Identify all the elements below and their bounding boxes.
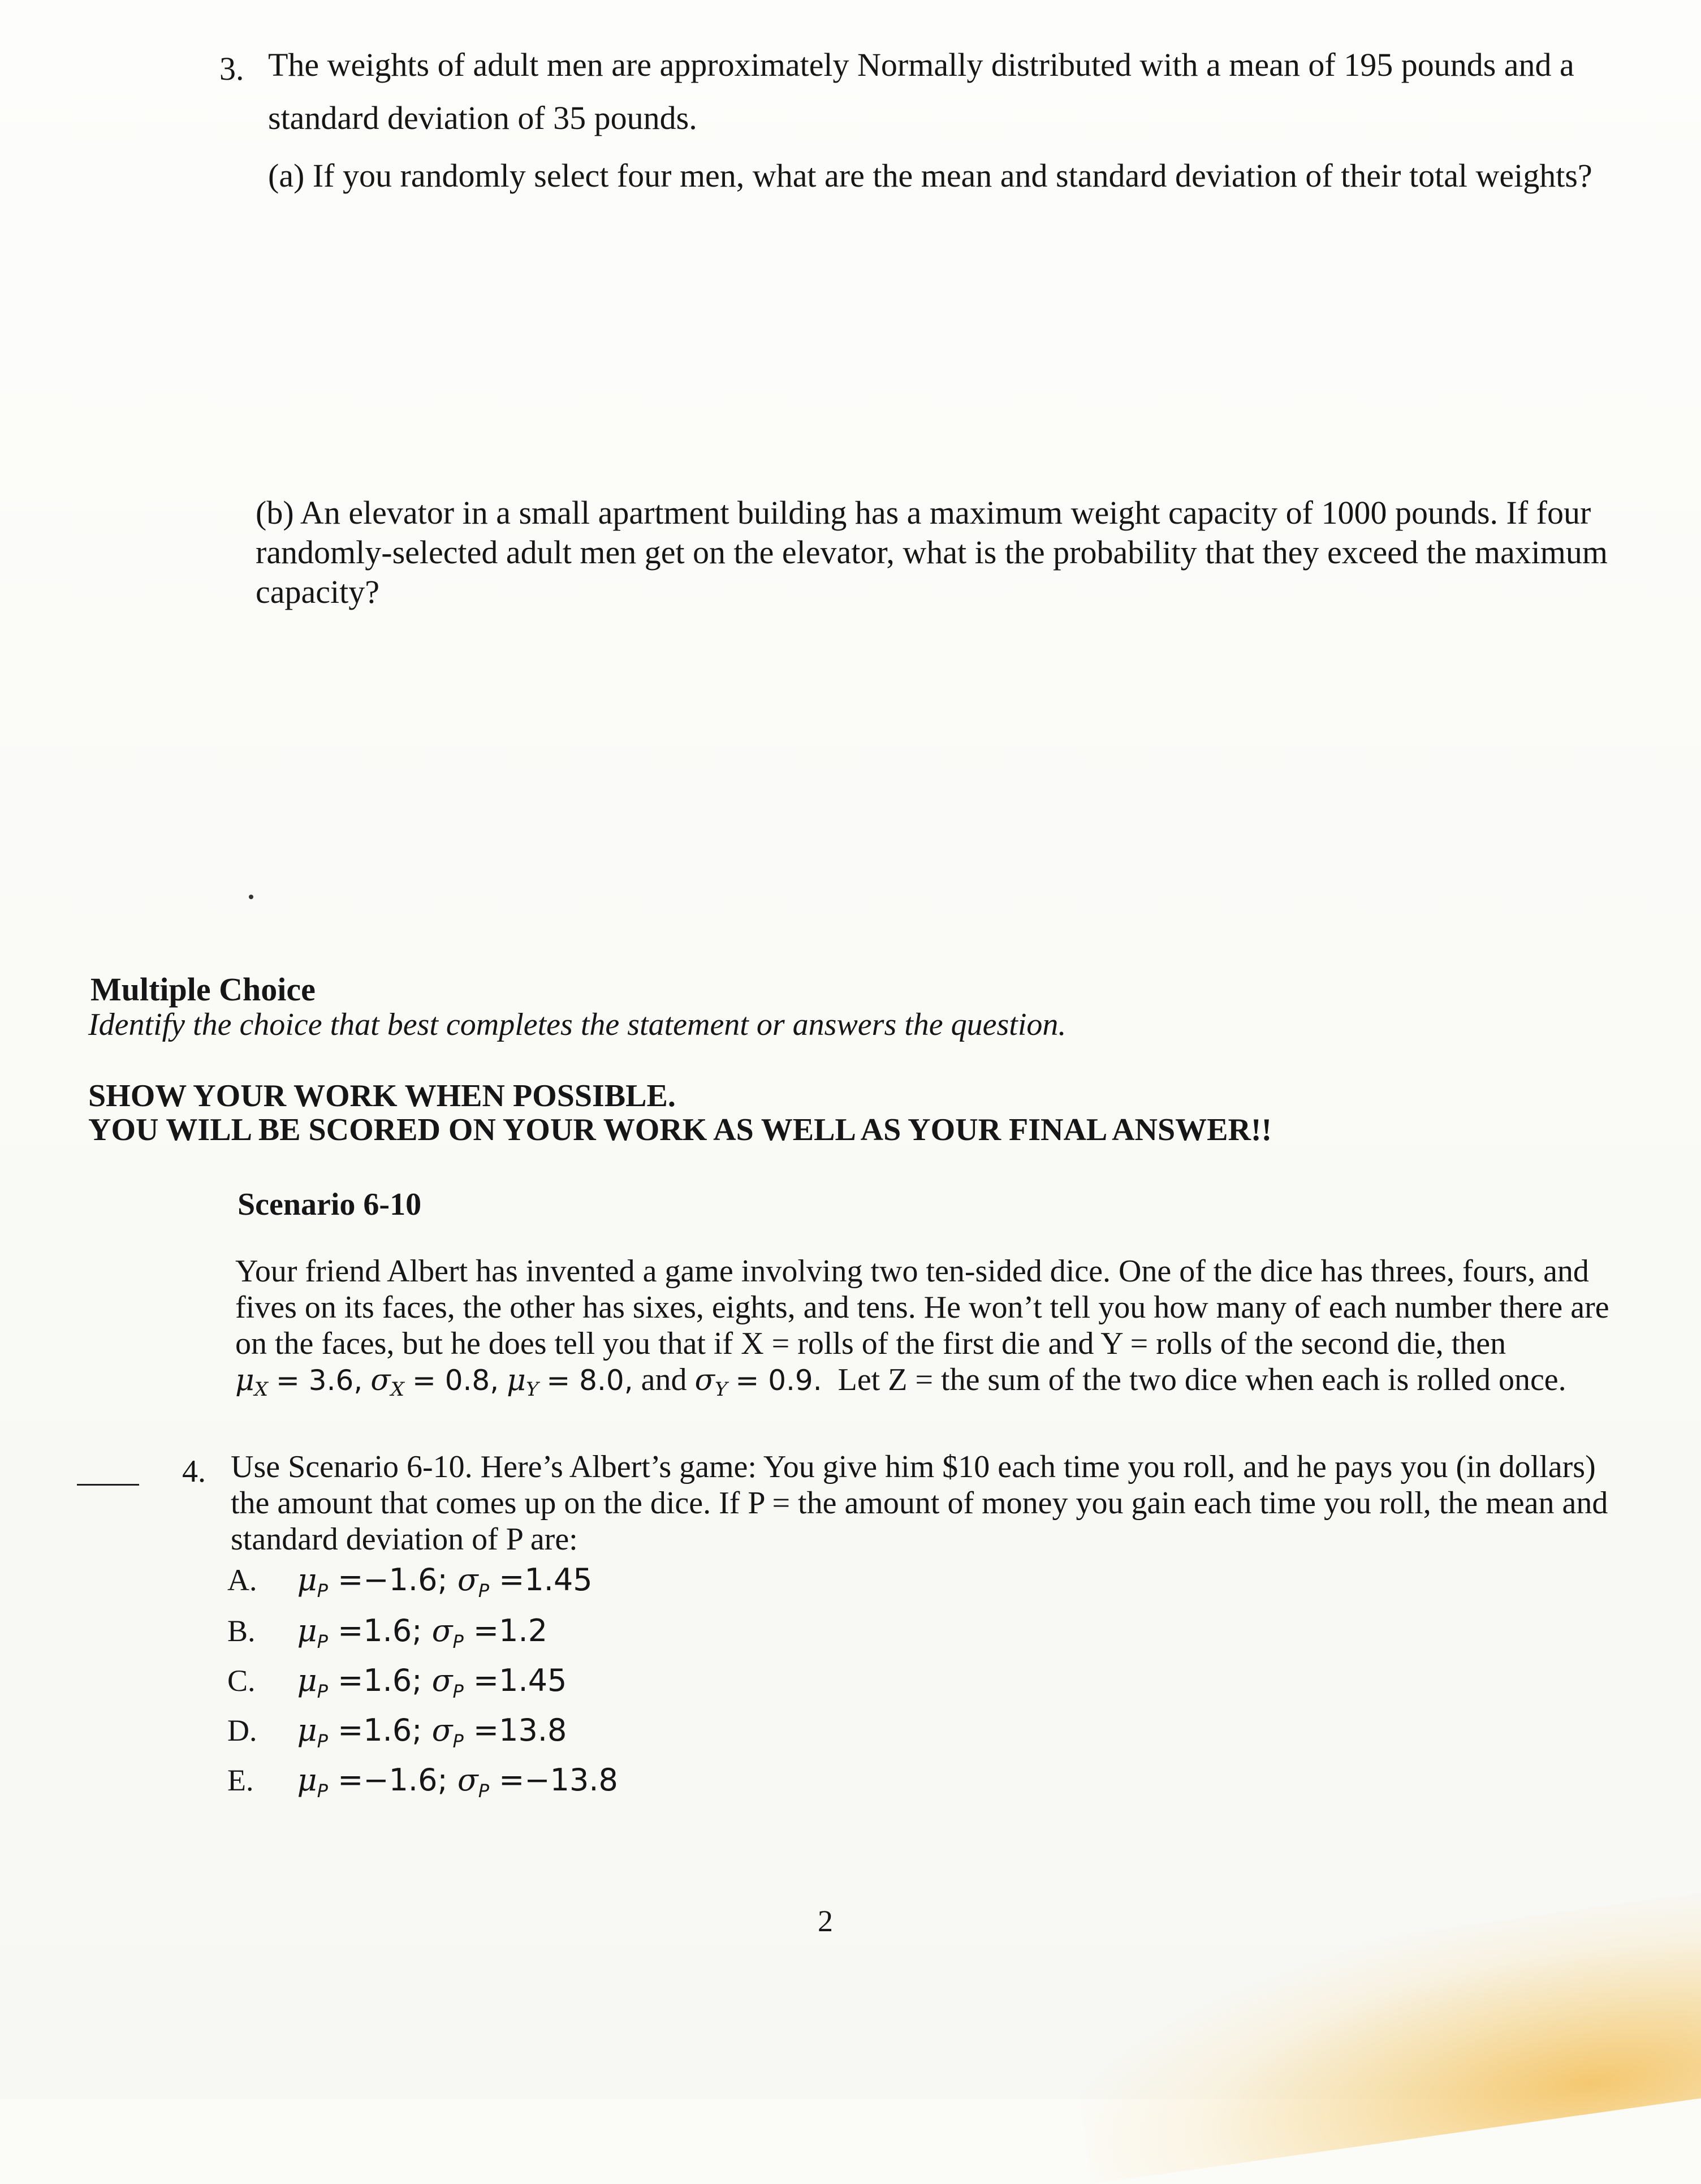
- scenario-tail: Let Z = the sum of the two dice when each is rolled once.: [837, 1362, 1566, 1397]
- mu-y-value: = 8.0,: [546, 1364, 633, 1397]
- answer-blank[interactable]: [77, 1484, 139, 1486]
- stray-mark: [249, 895, 253, 899]
- question-4-text: Use Scenario 6-10. Here’s Albert’s game: You give him $10 each time you roll, and he pays you (in dollars) the amount that comes up on the dice. If P = the amount of money you gain each time you roll, the mean and standard deviation of P are:: [231, 1449, 1608, 1557]
- scenario-body: Your friend Albert has invented a game involving two ten-sided dice. One of the dice has threes, fours, and fives on its faces, the other has sixes, eights, and tens. He won’t tell you how many of each number there are on the faces, but he does tell you that if X = rolls of the first die and Y = rolls of the second die, then: [235, 1254, 1609, 1361]
- choice-expression: $\mu_P =1.6$; $\sigma_P =13.8$: [297, 1712, 567, 1752]
- question-3-part-b: (b) An elevator in a small apartment building has a maximum weight capacity of 1000 pounds. If four randomly-selected adult men get on the elevator, what is the probability that they exceed the maximum capacity?: [256, 494, 1608, 610]
- question-3-text: The weights of adult men are approximately Normally distributed with a mean of 195 pounds and a standard deviation of 35 pounds.: [268, 46, 1574, 136]
- sigma-x-symbol: $\sigma_X$: [370, 1363, 404, 1401]
- scenario-title: Scenario 6-10: [238, 1187, 422, 1222]
- scenario-text: [235, 1253, 1626, 1408]
- mu-y-symbol: $\mu_Y$: [507, 1363, 539, 1401]
- question-3-part-a: (a) If you randomly select four men, what are the mean and standard deviation of their total weights?: [268, 157, 1592, 194]
- choice-letter: A.: [227, 1563, 257, 1597]
- choice-expression: $\mu_P =-1.6$; $\sigma_P =-13.8$: [297, 1762, 618, 1802]
- paper-stain: [1064, 1888, 1701, 2184]
- choice-c[interactable]: [227, 1663, 567, 1702]
- question-4-number: 4.: [182, 1454, 206, 1489]
- choice-expression: $\mu_P =1.6$; $\sigma_P =1.2$: [297, 1613, 548, 1652]
- choice-expression: $\mu_P =1.6$; $\sigma_P =1.45$: [297, 1663, 567, 1702]
- choice-letter: B.: [227, 1614, 256, 1648]
- question-3-number: 3.: [219, 50, 244, 87]
- choice-b[interactable]: [227, 1613, 547, 1652]
- show-work-notice: SHOW YOUR WORK WHEN POSSIBLE.: [88, 1078, 676, 1113]
- sigma-x-value: = 0.8,: [412, 1364, 499, 1397]
- mu-x-value: = 3.6,: [276, 1364, 363, 1397]
- and-word: and: [641, 1362, 687, 1397]
- sigma-y-symbol: $\sigma_Y$: [694, 1363, 728, 1401]
- choice-letter: E.: [227, 1763, 254, 1797]
- sigma-y-value: = 0.9.: [735, 1364, 822, 1397]
- choice-letter: C.: [227, 1664, 256, 1698]
- page-number: 2: [818, 1904, 833, 1938]
- section-title: Multiple Choice: [90, 971, 316, 1008]
- scoring-notice: YOU WILL BE SCORED ON YOUR WORK AS WELL AS YOUR FINAL ANSWER!!: [88, 1112, 1272, 1147]
- choice-letter: D.: [227, 1713, 257, 1747]
- choice-expression: $\mu_P =-1.6$; $\sigma_P =1.45$: [297, 1562, 593, 1602]
- choice-a[interactable]: [227, 1562, 593, 1602]
- choice-e[interactable]: [227, 1762, 618, 1802]
- section-instructions: Identify the choice that best completes the statement or answers the question.: [88, 1007, 1067, 1042]
- mu-x-symbol: $\mu_X$: [235, 1363, 269, 1401]
- choice-d[interactable]: [227, 1712, 567, 1752]
